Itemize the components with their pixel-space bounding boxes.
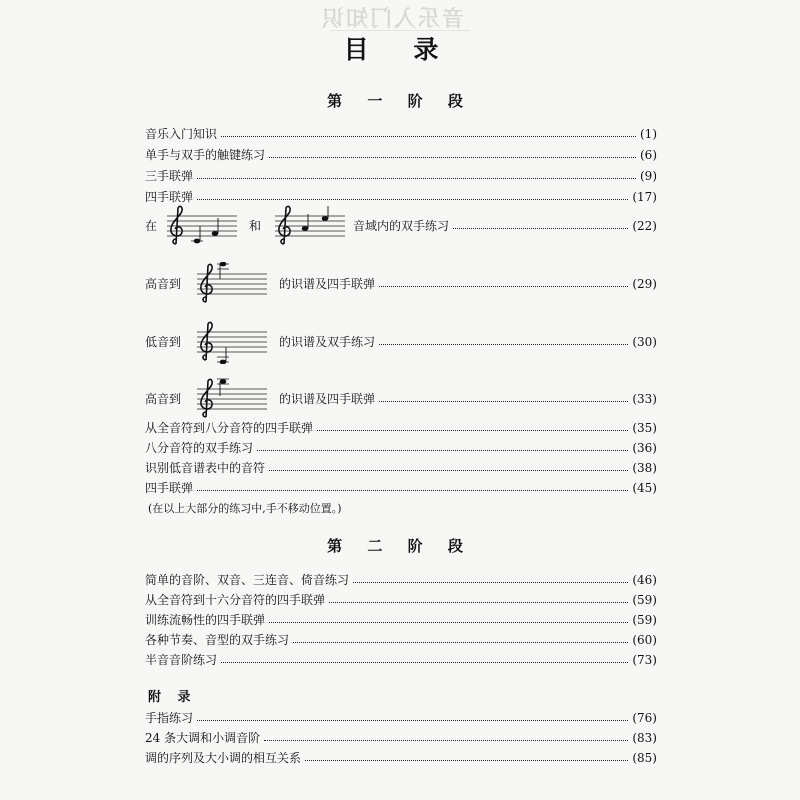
entry-title: 三手联弹 bbox=[145, 169, 194, 183]
toc-entry[interactable] bbox=[145, 632, 657, 648]
dot-leader bbox=[269, 470, 628, 471]
treble-staff-low-a-icon bbox=[197, 320, 269, 364]
entry-title: 调的序列及大小调的相互关系 bbox=[145, 751, 302, 765]
entry-page: (29) bbox=[632, 277, 657, 291]
entry-title: 简单的音阶、双音、三连音、倚音练习 bbox=[145, 573, 350, 587]
entry-title: 各种节奏、音型的双手练习 bbox=[145, 633, 290, 647]
entry-page: (38) bbox=[632, 461, 657, 475]
entry-title: 半音音阶练习 bbox=[145, 653, 218, 667]
toc-entry[interactable] bbox=[145, 572, 657, 588]
treble-staff-high-c-icon bbox=[197, 262, 269, 306]
toc-entry[interactable] bbox=[145, 126, 657, 142]
entry-title: 手指练习 bbox=[145, 711, 194, 725]
toc-entry[interactable] bbox=[145, 612, 657, 628]
entry-page: (17) bbox=[632, 190, 657, 204]
toc-entry[interactable] bbox=[145, 377, 657, 421]
entry-title: 单手与双手的触键练习 bbox=[145, 148, 266, 162]
dot-leader bbox=[197, 720, 628, 721]
appendix-heading: 附 录 bbox=[148, 690, 197, 705]
entry-prefix: 高音到 bbox=[145, 277, 182, 291]
toc-entry[interactable] bbox=[145, 189, 657, 205]
entry-title: 四手联弹 bbox=[145, 481, 194, 495]
entry-page: (22) bbox=[632, 219, 657, 233]
toc-entry[interactable] bbox=[145, 750, 657, 766]
toc-entry[interactable] bbox=[145, 730, 657, 746]
entry-title: 的识谱及双手练习 bbox=[279, 335, 376, 349]
toc-entry[interactable] bbox=[145, 460, 657, 476]
dot-leader bbox=[453, 228, 628, 229]
dot-leader bbox=[379, 286, 628, 287]
toc-entry[interactable] bbox=[145, 710, 657, 726]
entry-title: 识别低音谱表中的音符 bbox=[145, 461, 266, 475]
dot-leader bbox=[379, 401, 628, 402]
entry-prefix: 在 bbox=[145, 219, 158, 233]
entry-page: (33) bbox=[632, 392, 657, 406]
entry-title: 24 条大调和小调音阶 bbox=[145, 731, 261, 745]
entry-title: 从全音符到八分音符的四手联弹 bbox=[145, 421, 314, 435]
entry-title: 四手联弹 bbox=[145, 190, 194, 204]
toc-entry[interactable] bbox=[145, 320, 657, 364]
stage2-heading: 第 二 阶 段 bbox=[327, 537, 473, 555]
dot-leader bbox=[379, 344, 628, 345]
dot-leader bbox=[197, 490, 628, 491]
toc-entry[interactable] bbox=[145, 168, 657, 184]
treble-staff-c5-g5-icon bbox=[275, 204, 347, 248]
entry-prefix: 低音到 bbox=[145, 335, 182, 349]
page-title: 目 录 bbox=[343, 35, 457, 64]
dot-leader bbox=[257, 450, 628, 451]
dot-leader bbox=[264, 740, 628, 741]
treble-staff-high-e-icon bbox=[197, 377, 269, 421]
entry-page: (85) bbox=[632, 751, 657, 765]
entry-title: 的识谱及四手联弹 bbox=[279, 392, 376, 406]
entry-title: 八分音符的双手练习 bbox=[145, 441, 254, 455]
dot-leader bbox=[329, 602, 628, 603]
stage1-note: (在以上大部分的练习中,手不移动位置。) bbox=[148, 502, 342, 515]
toc-entry[interactable] bbox=[145, 440, 657, 456]
treble-staff-c4-c5-icon bbox=[167, 204, 239, 248]
entry-mid: 和 bbox=[249, 219, 262, 233]
dot-leader bbox=[353, 582, 628, 583]
entry-page: (83) bbox=[632, 731, 657, 745]
dot-leader bbox=[305, 760, 628, 761]
entry-page: (46) bbox=[632, 573, 657, 587]
entry-page: (59) bbox=[632, 593, 657, 607]
dot-leader bbox=[293, 642, 628, 643]
dot-leader bbox=[197, 178, 636, 179]
entry-page: (59) bbox=[632, 613, 657, 627]
dot-leader bbox=[317, 430, 628, 431]
entry-page: (36) bbox=[632, 441, 657, 455]
toc-entry[interactable] bbox=[145, 480, 657, 496]
dot-leader bbox=[221, 136, 636, 137]
entry-title: 训练流畅性的四手联弹 bbox=[145, 613, 266, 627]
entry-page: (1) bbox=[640, 127, 657, 141]
entry-page: (73) bbox=[632, 653, 657, 667]
dot-leader bbox=[197, 199, 628, 200]
dot-leader bbox=[221, 662, 628, 663]
entry-page: (6) bbox=[640, 148, 657, 162]
entry-page: (76) bbox=[632, 711, 657, 725]
dot-leader bbox=[269, 622, 628, 623]
entry-title: 的识谱及四手联弹 bbox=[279, 277, 376, 291]
dot-leader bbox=[269, 157, 636, 158]
entry-page: (45) bbox=[632, 481, 657, 495]
entry-title: 从全音符到十六分音符的四手联弹 bbox=[145, 593, 326, 607]
stage1-heading: 第 一 阶 段 bbox=[327, 92, 473, 110]
toc-entry[interactable] bbox=[145, 420, 657, 436]
entry-page: (9) bbox=[640, 169, 657, 183]
entry-title: 音域内的双手练习 bbox=[353, 219, 450, 233]
toc-entry[interactable] bbox=[145, 592, 657, 608]
entry-page: (60) bbox=[632, 633, 657, 647]
entry-page: (35) bbox=[632, 421, 657, 435]
entry-title: 音乐入门知识 bbox=[145, 127, 218, 141]
toc-entry[interactable] bbox=[145, 147, 657, 163]
toc-entry[interactable] bbox=[145, 262, 657, 306]
entry-page: (30) bbox=[632, 335, 657, 349]
entry-prefix: 高音到 bbox=[145, 392, 182, 406]
toc-entry[interactable] bbox=[145, 652, 657, 668]
bleed-through-text: 音乐入门知识 bbox=[320, 6, 465, 32]
toc-entry[interactable] bbox=[145, 204, 657, 248]
